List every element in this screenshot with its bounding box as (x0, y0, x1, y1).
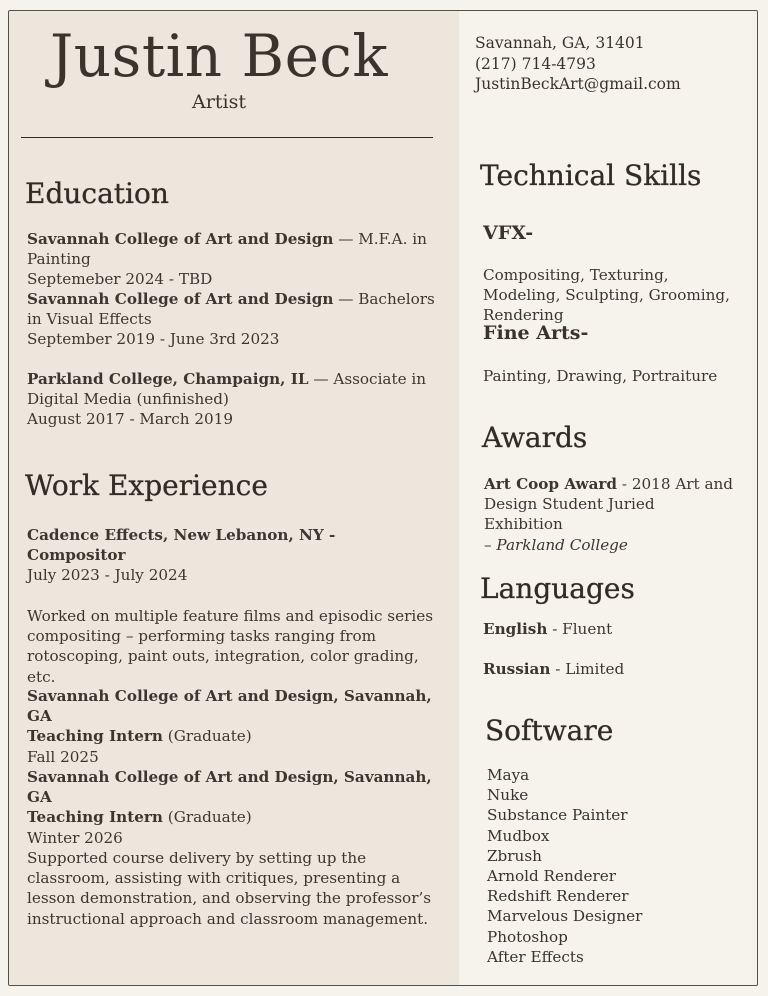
work-employer: Savannah College of Art and Design, Savannah, GA (27, 687, 432, 726)
work-position-note: (Graduate) (162, 727, 252, 746)
software-item: Substance Painter (487, 806, 628, 825)
language-name: Russian (483, 660, 551, 678)
language-item (483, 659, 743, 679)
education-school: Savannah College of Art and Design (27, 290, 334, 308)
right-column (459, 11, 757, 985)
education-degree: Associate in Digital Media (unfinished) (27, 370, 427, 409)
award-dash: – (484, 535, 497, 554)
education-dates: August 2017 - March 2019 (27, 410, 234, 429)
work-heading: Work Experience (25, 469, 268, 502)
software-heading: Software (485, 714, 614, 747)
award-description: - 2018 Art and Design Student Juried Exhibition (484, 475, 734, 534)
work-item (27, 686, 447, 767)
work-description: Worked on multiple feature films and episodic series compositing – performing tasks ranging from rotoscoping, paint outs, integration, color grading, etc. (27, 607, 433, 686)
software-item: After Effects (487, 947, 584, 966)
software-item: Maya (487, 766, 530, 784)
languages-heading: Languages (480, 572, 635, 605)
education-separator: — (333, 290, 359, 308)
fine-arts-skills: Painting, Drawing, Portraiture (483, 367, 718, 385)
work-position: Compositor (27, 546, 126, 565)
work-item (27, 767, 447, 848)
education-item (27, 369, 447, 430)
skills-heading: Technical Skills (480, 159, 702, 192)
software-item: Mudbox (487, 826, 550, 845)
work-employer: Cadence Effects, New Lebanon, NY - (27, 526, 336, 544)
software-item: Nuke (487, 786, 529, 805)
contact-email: JustinBeckArt@gmail.com (475, 75, 681, 93)
language-name: English (483, 620, 548, 638)
education-separator: — (333, 230, 359, 248)
left-column (9, 11, 459, 985)
software-item: Photoshop (487, 927, 568, 946)
software-item: Arnold Renderer (487, 867, 616, 886)
resume-page (8, 10, 758, 986)
education-school: Savannah College of Art and Design (27, 230, 334, 248)
awards-heading: Awards (482, 421, 588, 454)
language-item (483, 619, 743, 639)
software-item: Marvelous Designer (487, 907, 643, 926)
education-item (27, 289, 447, 350)
work-employer: Savannah College of Art and Design, Savannah, GA (27, 768, 432, 807)
vfx-label: VFX- (483, 222, 534, 244)
work-dates: July 2023 - July 2024 (27, 566, 188, 585)
work-position-note: (Graduate) (162, 808, 252, 827)
resume-title: Artist (192, 91, 246, 113)
contact-address: Savannah, GA, 31401 (475, 34, 645, 52)
education-degree: Bachelors in Visual Effects (27, 290, 435, 329)
work-item (27, 525, 447, 586)
education-heading: Education (25, 177, 169, 210)
work-position: Teaching Intern (27, 727, 163, 746)
language-level: - Limited (550, 660, 625, 678)
education-dates: September 2019 - June 3rd 2023 (27, 330, 280, 349)
resume-name: Justin Beck (49, 22, 389, 90)
software-item: Zbrush (487, 846, 542, 865)
work-description: Supported course delivery by setting up the classroom, assisting with critiques, presenting a lesson demonstration, and observing the professor’s instructional approach and classroom management. (27, 849, 432, 928)
vfx-skills: Compositing, Texturing, Modeling, Sculpting, Grooming, Rendering (483, 266, 730, 325)
fine-arts-label: Fine Arts- (483, 322, 589, 344)
language-level: - Fluent (547, 620, 613, 638)
work-dates: Winter 2026 (27, 828, 123, 847)
award-name: Art Coop Award (484, 475, 618, 493)
education-dates: Septemeber 2024 - TBD (27, 270, 213, 289)
award-organization: Parkland College (496, 535, 628, 554)
software-item: Redshift Renderer (487, 887, 629, 906)
education-separator: — (308, 370, 334, 388)
award-item (484, 474, 734, 555)
contact-phone: (217) 714-4793 (475, 54, 596, 73)
contact-block (475, 33, 681, 95)
work-dates: Fall 2025 (27, 747, 99, 766)
software-list (487, 765, 642, 967)
header-divider (21, 137, 433, 138)
education-degree: M.F.A. in Painting (27, 230, 427, 269)
education-item (27, 229, 447, 290)
work-position: Teaching Intern (27, 808, 163, 827)
education-school: Parkland College, Champaign, IL (27, 370, 309, 388)
